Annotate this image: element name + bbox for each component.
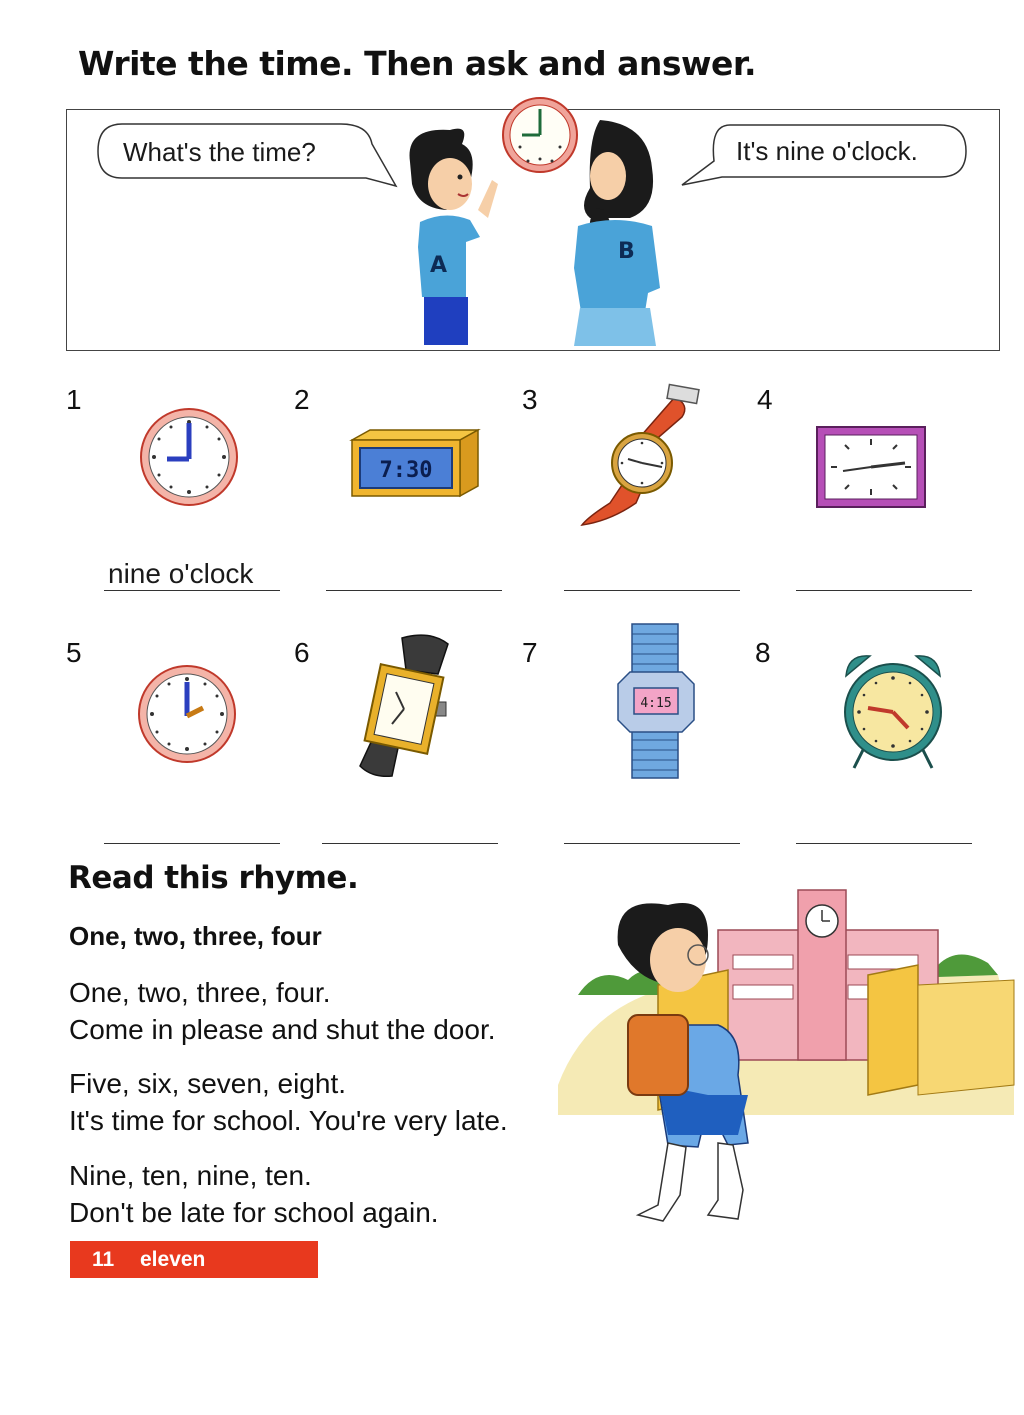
item-number-2: 2 [294, 384, 310, 415]
rhyme-line: Nine, ten, nine, ten. [69, 1160, 312, 1191]
rhyme-line: Don't be late for school again. [69, 1197, 439, 1228]
rhyme-title: One, two, three, four [69, 921, 322, 951]
bubble-answer-text: It's nine o'clock. [736, 136, 918, 166]
item-number-7: 7 [522, 637, 538, 668]
answer-line-4[interactable] [796, 590, 972, 591]
page-footer-bar [70, 1241, 318, 1278]
clock-7-display: 4:15 [640, 696, 672, 711]
student-b-letter: B [618, 239, 635, 264]
rhyme-stanza-3 [69, 1157, 439, 1231]
rhyme-line: Five, six, seven, eight. [69, 1068, 347, 1099]
answer-line-3[interactable] [564, 590, 740, 591]
bubble-question-text: What's the time? [123, 137, 316, 167]
item-number-6: 6 [294, 637, 310, 668]
item-number-4: 4 [757, 384, 773, 415]
answer-line-8[interactable] [796, 843, 972, 844]
item-number-3: 3 [522, 384, 538, 415]
clock-5-wall-clock [137, 664, 237, 764]
answer-1-text: nine o'clock [108, 558, 254, 589]
exercise-title: Write the time. Then ask and answer. [78, 44, 757, 83]
clock-7-digital-watch [612, 622, 702, 780]
page-word: eleven [140, 1248, 206, 1271]
item-number-1: 1 [66, 384, 82, 415]
school-scene-illustration [558, 885, 1014, 1225]
clock-2-digital-desk-clock [348, 428, 480, 500]
answer-line-6[interactable] [322, 843, 498, 844]
student-a-letter: A [430, 253, 448, 278]
clock-4-square-clock [815, 425, 927, 509]
answer-line-5[interactable] [104, 843, 280, 844]
rhyme-heading: Read this rhyme. [68, 860, 359, 896]
answer-line-2[interactable] [326, 590, 502, 591]
answer-line-7[interactable] [564, 843, 740, 844]
clock-2-display: 7:30 [379, 458, 433, 483]
rhyme-stanza-2 [69, 1065, 508, 1139]
clock-8-alarm-clock [838, 650, 948, 772]
item-number-5: 5 [66, 637, 82, 668]
student-a-illustration [400, 122, 510, 347]
clock-1-wall-clock [139, 407, 239, 507]
rhyme-line: One, two, three, four. [69, 977, 331, 1008]
page-number: 11 [92, 1248, 115, 1271]
rhyme-stanza-1 [69, 974, 496, 1048]
student-b-illustration [560, 118, 670, 348]
item-number-8: 8 [755, 637, 771, 668]
rhyme-line: It's time for school. You're very late. [69, 1105, 508, 1136]
clock-6-wristwatch [352, 630, 452, 780]
clock-3-wristwatch [580, 385, 702, 527]
rhyme-line: Come in please and shut the door. [69, 1014, 496, 1045]
answer-line-1[interactable] [104, 590, 280, 591]
